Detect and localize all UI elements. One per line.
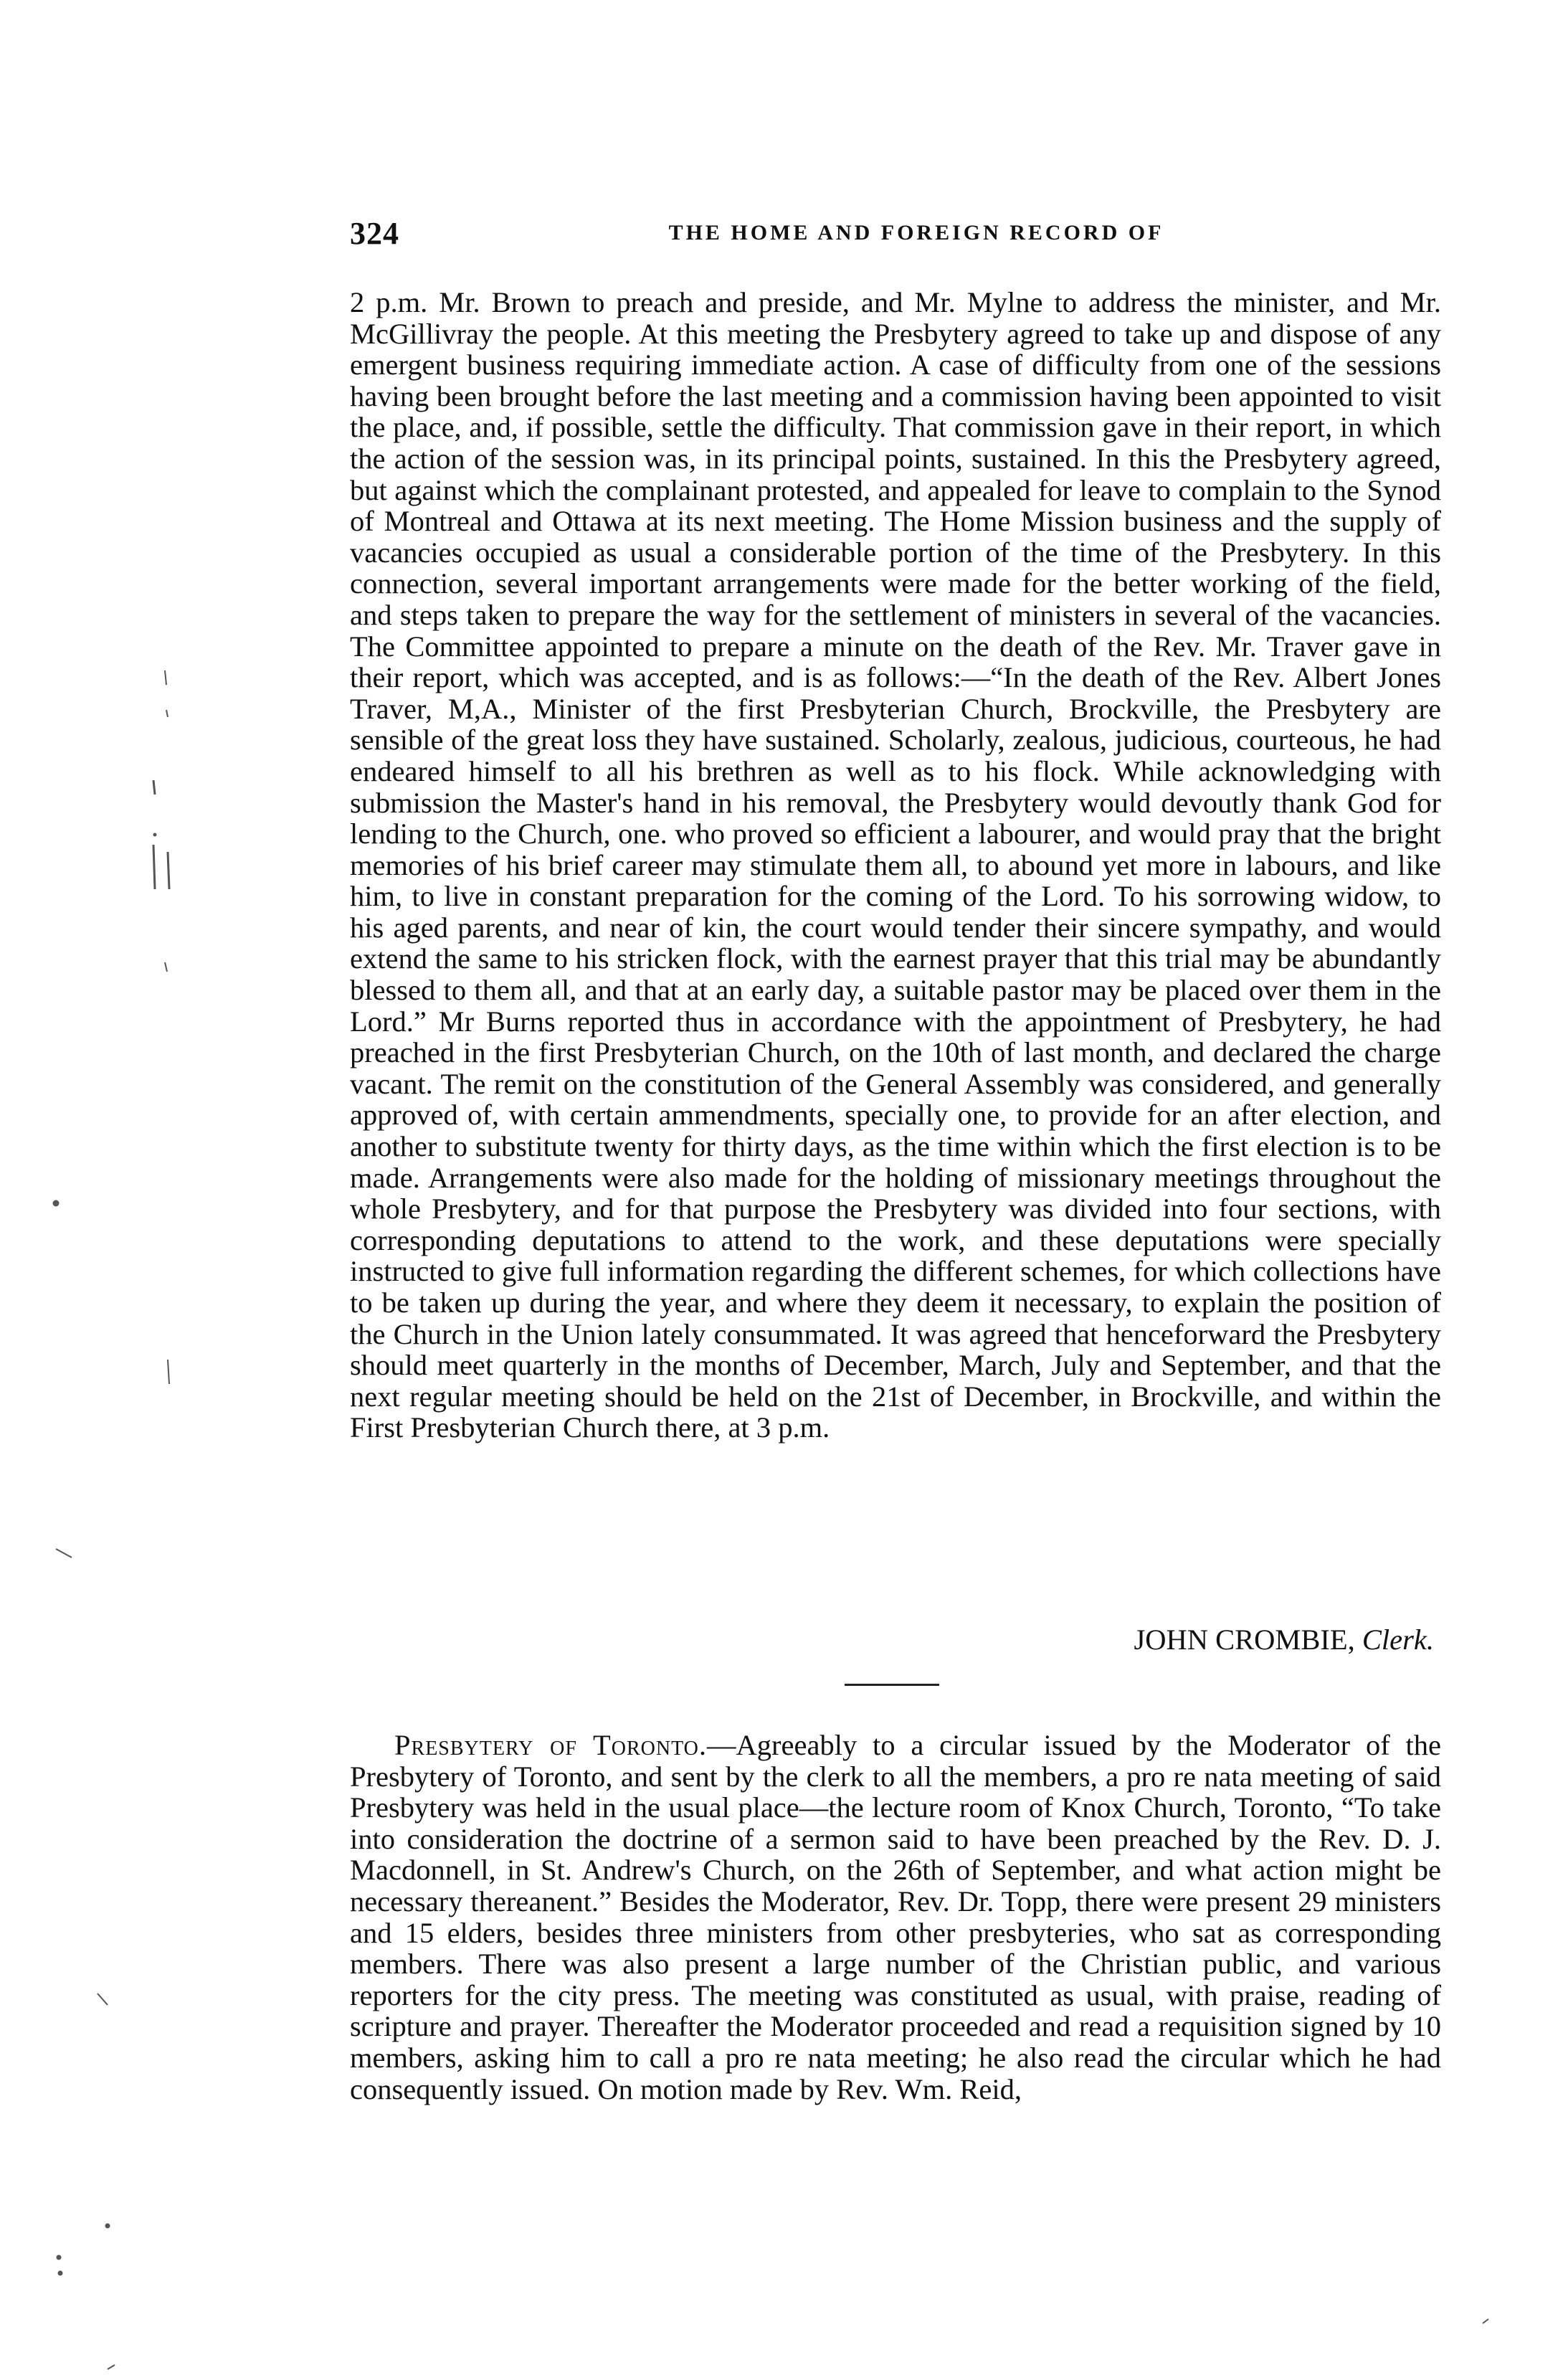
page-number: 324 — [350, 216, 399, 251]
paragraph-presbytery-toronto — [350, 1730, 1441, 2105]
margin-speck — [58, 2271, 62, 2275]
margin-speck — [153, 833, 156, 836]
margin-speck — [166, 710, 168, 717]
paragraph-text: —Agreeably to a circular issued by the Moderator of the Presbytery of Toronto, and sent by the clerk to all the members, a pro re nata meeting of said Presbytery was held in the usual place—the lecture room of Knox Church, Toronto, “To take into consideration the doctrine of a sermon said to have been preached by the Rev. D. J. Macdonnell, in St. Andrew's Church, on the 26th of September, and what action might be necessary thereanent.” Besides the Moderator, Rev. Dr. Topp, there were present 29 ministers and 15 elders, besides three ministers from other presbyteries, who sat as corresponding members. There was also present a large number of the Christian public, and various reporters for the city press. The meeting was constituted as usual, with praise, reading of scripture and prayer. Thereafter the Moderator proceeded and read a requisition signed by 10 members, asking him to call a pro re nata meeting; he also read the circular which he had consequently issued. On motion made by Rev. Wm. Reid, — [350, 1729, 1441, 2105]
margin-speck — [98, 1993, 108, 2005]
section-divider — [845, 1684, 939, 1686]
margin-speck — [1483, 2319, 1488, 2323]
signature-title: Clerk. — [1362, 1623, 1434, 1656]
running-title: THE HOME AND FOREIGN RECORD OF — [668, 221, 1164, 245]
margin-speck — [108, 2365, 115, 2369]
margin-speck — [153, 780, 155, 795]
page-header — [350, 215, 1440, 258]
margin-speck — [165, 962, 167, 972]
paragraph-presbytery-brockville — [350, 287, 1441, 1443]
signature-name: JOHN CROMBIE, — [1134, 1623, 1355, 1656]
margin-speck — [105, 2224, 110, 2228]
margin-speck — [57, 2255, 61, 2260]
section-lead: Presbytery of Toronto. — [394, 1729, 708, 1761]
margin-speck — [153, 845, 155, 889]
margin-speck — [168, 1360, 169, 1384]
paragraph-text: 2 p.m. Mr. Brown to preach and preside, and Mr. Mylne to address the minister, and Mr. McGillivray the people. At this meeting the Presbytery agreed to take up and dispose of any emergent business requiring immediate action. A case of difficulty from one of the sessions having been brought before the last meeting and a commission having been appointed to visit the place, and, if possible, settle the difficulty. That commission gave in their report, in which the action of the session was, in its principal points, sustained. In this the Presbytery agreed, but against which the complainant protested, and appealed for leave to complain to the Synod of Montreal and Ottawa at its next meeting. The Home Mission business and the supply of vacancies occupied as usual a considerable portion of the time of the Presbytery. In this connection, several important arrangements were made for the better working of the field, and steps taken to prepare the way for the settlement of ministers in several of the vacancies. The Committee appointed to prepare a minute on the death of the Rev. Mr. Traver gave in their report, which was accepted, and is as follows:—“In the death of the Rev. Albert Jones Traver, M,A., Minister of the first Presbyterian Church, Brockville, the Presbytery are sensible of the great loss they have sustained. Scholarly, zealous, judicious, courteous, he had endeared himself to all his brethren as well as to his flock. While acknowledging with submission the Master's hand in his removal, the Presbytery would devoutly thank God for lending to the Church, one. who proved so efficient a labourer, and would pray that the bright memories of his brief career may stimulate them all, to abound yet more in labours, and like him, to live in constant preparation for the coming of the Lord. To his sorrowing widow, to his aged parents, and near of kin, the court would tender their sincere sympathy, and would extend the same to his stricken flock, with the earnest prayer that this trial may be abundantly blessed to them all, and that at an early day, a suitable pastor may be placed over them in the Lord.” Mr Burns reported thus in accordance with the appointment of Presbytery, he had preached in the first Presbyterian Church, on the 10th of last month, and declared the charge vacant. The remit on the constitution of the General Assembly was considered, and generally approved of, with certain ammendments, specially one, to provide for an after election, and another to substitute twenty for thirty days, as the time within which the first election is to be made. Arrangements were also made for the holding of missionary meetings throughout the whole Presbytery, and for that purpose the Presbytery was divided into four sections, with corresponding deputations to attend to the work, and these deputations were specially instructed to give full information regarding the different schemes, for which collections have to be taken up during the year, and where they deem it necessary, to explain the position of the Church in the Union lately consummated. It was agreed that henceforward the Presbytery should meet quarterly in the months of December, March, July and September, and that the next regular meeting should be held on the 21st of December, in Brockville, and within the First Presbyterian Church there, at 3 p.m. — [350, 286, 1441, 1444]
margin-speck — [168, 852, 169, 889]
margin-speck — [165, 670, 166, 685]
margin-speck — [53, 1200, 59, 1206]
signature-block — [975, 1624, 1434, 1656]
margin-speck — [56, 1549, 72, 1558]
